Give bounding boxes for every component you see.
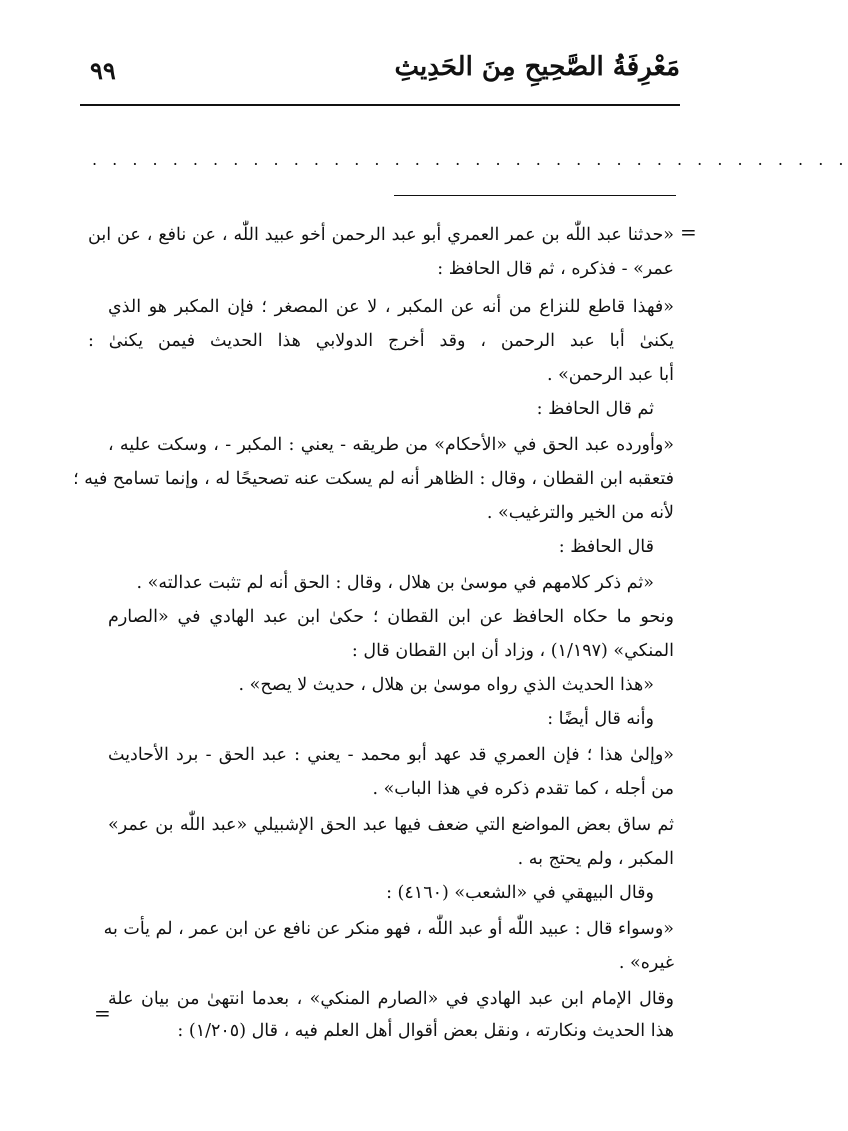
text-line: «وسواء قال : عبيد اللّٰه أو عبد اللّٰه ، فهو منكر عن نافع عن ابن عمر ، لم يأت به — [103, 919, 674, 939]
text-line: «هذا الحديث الذي رواه موسىٰ بن هلال ، حديث لا يصح» . — [238, 675, 654, 695]
text-line: من أجله ، كما تقدم ذكره في هذا الباب» . — [372, 779, 674, 799]
text-line: أبا عبد الرحمن» . — [546, 365, 674, 385]
text-line: «وإلىٰ هذا ؛ فإن العمري قد عهد أبو محمد - يعني : عبد الحق - برد الأحاديث — [108, 745, 674, 765]
text-line: هذا الحديث ونكارته ، ونقل بعض أقوال أهل العلم فيه ، قال (١/٢٠٥) : — [177, 1021, 674, 1041]
page-header — [80, 46, 680, 104]
text-line: ثم ساق بعض المواضع التي ضعف فيها عبد الحق الإشبيلي «عبد اللّٰه بن عمر» — [108, 815, 674, 835]
text-line: وقال الإمام ابن عبد الهادي في «الصارم المنكي» ، بعدما انتهىٰ من بيان علة — [108, 989, 674, 1009]
page-number: ٩٩ — [90, 56, 116, 85]
text-line: «فهذا قاطع للنزاع من أنه عن المكبر ، لا عن المصغر ؛ فإن المكبر هو الذي — [108, 297, 674, 317]
header-rule — [80, 104, 680, 106]
footnote-rule — [394, 195, 676, 196]
separator-dots: . . . . . . . . . . . . . . . . . . . . . . . . . . . . . . . . . . . . . . — [92, 150, 848, 169]
text-line: «ثم ذكر كلامهم في موسىٰ بن هلال ، وقال : الحق أنه لم تثبت عدالته» . — [136, 573, 654, 593]
text-line: ثم قال الحافظ : — [536, 399, 654, 419]
text-line: «وأورده عبد الحق في «الأحكام» من طريقه - يعني : المكبر - ، وسكت عليه ، — [108, 435, 674, 455]
running-title: مَعْرِفَةُ الصَّحِيحِ مِنَ الحَدِيثِ — [394, 52, 680, 82]
text-line: قال الحافظ : — [558, 537, 654, 557]
text-line: فتعقبه ابن القطان ، وقال : الظاهر أنه لم يسكت عنه تصحيحًا له ، وإنما تسامح فيه ؛ — [73, 469, 674, 489]
continuation-mark-start: = — [680, 220, 697, 244]
text-line: غيره» . — [618, 953, 674, 973]
text-line: يكنىٰ أبا عبد الرحمن ، وقد أخرج الدولابي هذا الحديث فيمن يكنىٰ : — [88, 331, 674, 351]
text-line: المنكي» (١/١٩٧) ، وزاد أن ابن القطان قال : — [351, 641, 674, 661]
text-line: وأنه قال أيضًا : — [547, 709, 654, 729]
continuation-mark-end: = — [94, 1001, 111, 1025]
text-line: ونحو ما حكاه الحافظ عن ابن القطان ؛ حكىٰ ابن عبد الهادي في «الصارم — [108, 607, 674, 627]
text-line: لأنه من الخير والترغيب» . — [486, 503, 674, 523]
text-line: عمر» - فذكره ، ثم قال الحافظ : — [437, 259, 674, 279]
text-line: وقال البيهقي في «الشعب» (٤١٦٠) : — [386, 883, 654, 903]
text-line: «حدثنا عبد اللّٰه بن عمر العمري أبو عبد الرحمن أخو عبيد اللّٰه ، عن نافع ، عن ابن — [88, 225, 674, 245]
text-line: المكبر ، ولم يحتج به . — [517, 849, 674, 869]
